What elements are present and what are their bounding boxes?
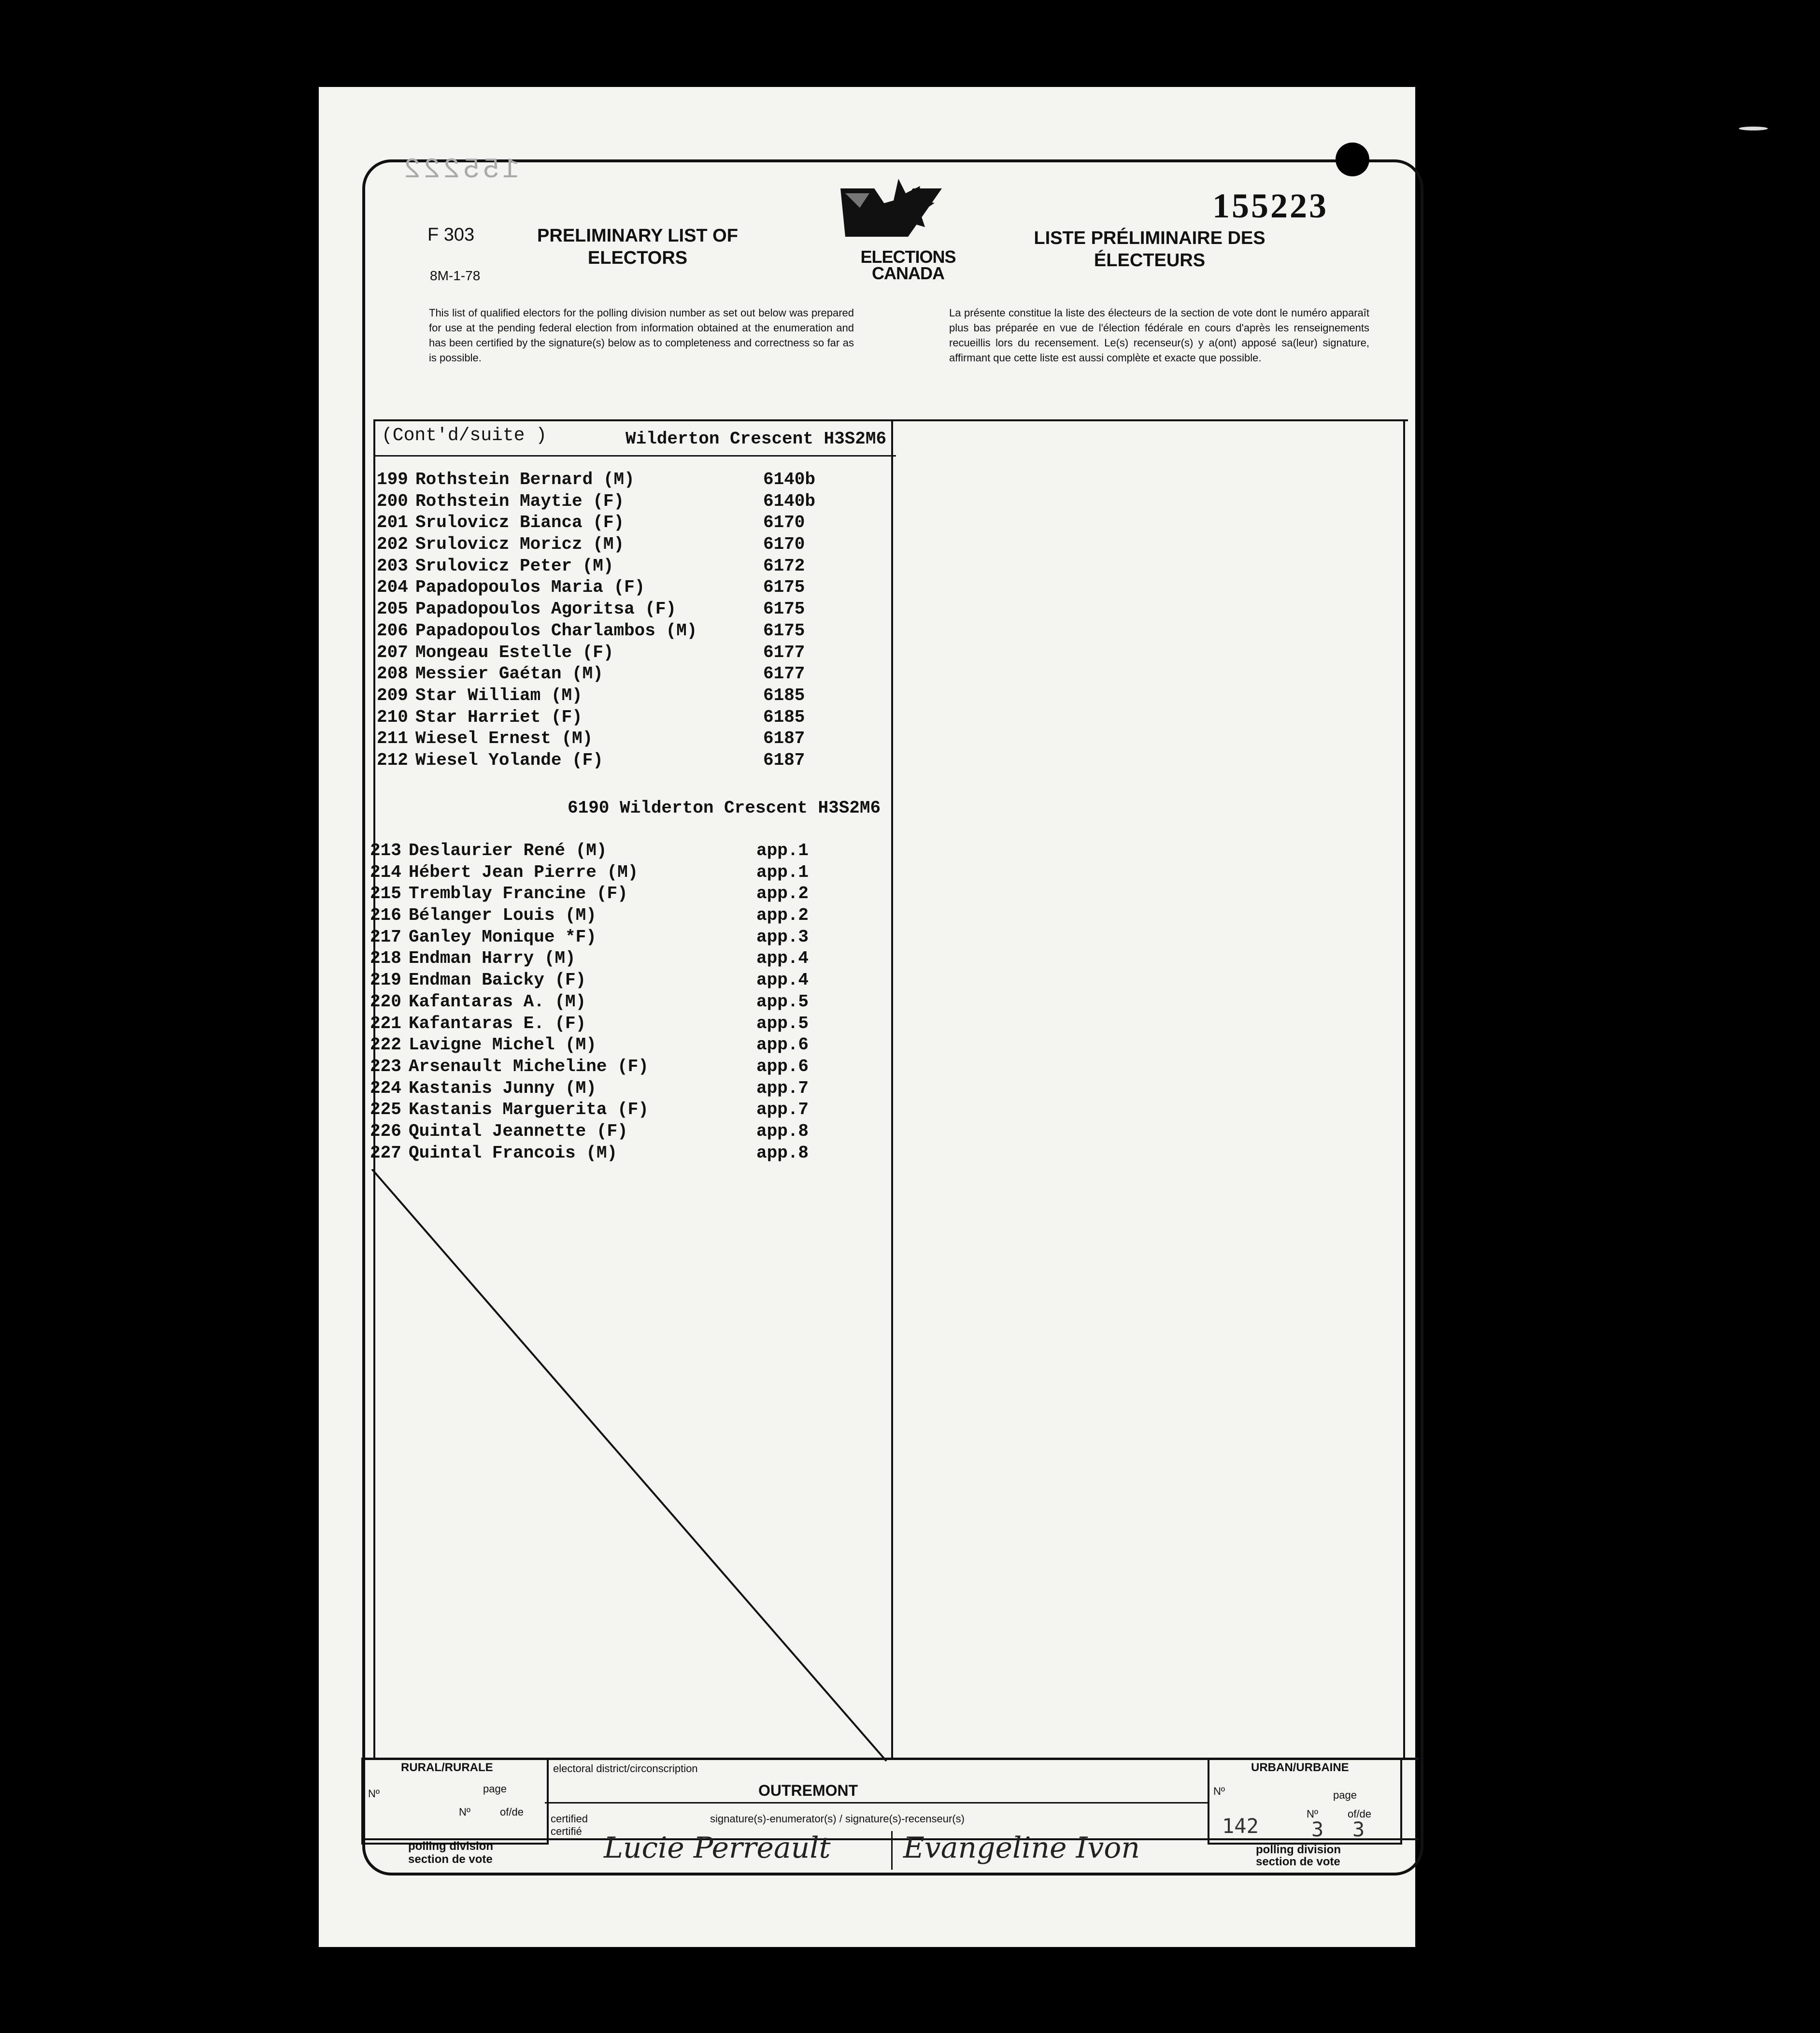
urban-page-number: 3 — [1311, 1818, 1324, 1841]
elector-name: Wiesel Ernest (M) — [415, 729, 593, 749]
elector-address: app.1 — [756, 862, 809, 882]
urban-no-label: Nº — [1213, 1785, 1225, 1797]
urban-no2-label: Nº — [1307, 1808, 1318, 1820]
elector-name: Bélanger Louis (M) — [409, 905, 597, 926]
rural-no-label: Nº — [368, 1788, 380, 1800]
urban-page-of: 3 — [1352, 1818, 1365, 1841]
elector-number: 221 — [370, 1013, 401, 1033]
elector-address: app.2 — [756, 905, 809, 926]
elector-number: 219 — [370, 970, 401, 990]
elector-address: app.2 — [756, 884, 809, 904]
elector-number: 203 — [377, 556, 408, 576]
elector-name: Hébert Jean Pierre (M) — [409, 862, 639, 882]
elector-address: app.8 — [756, 1143, 809, 1163]
enumerator-signature-1: Lucie Perreault — [604, 1831, 831, 1865]
elector-address: 6175 — [763, 577, 805, 598]
rural-polling-label-fr: section de vote — [408, 1853, 493, 1866]
elector-address: 6140b — [763, 491, 816, 511]
right-column-rule — [1403, 419, 1405, 1758]
elector-number: 210 — [377, 707, 408, 727]
elector-address: 6185 — [763, 685, 805, 705]
elector-name: Star William (M) — [415, 685, 583, 705]
urban-page-label: page — [1333, 1789, 1357, 1801]
elector-number: 214 — [370, 862, 401, 882]
elector-number: 224 — [370, 1078, 401, 1098]
elector-address: 6185 — [763, 707, 805, 727]
urban-division-number: 142 — [1222, 1814, 1259, 1838]
elector-name: Quintal Francois (M) — [409, 1143, 618, 1163]
elector-number: 217 — [370, 927, 401, 947]
elector-address: app.7 — [756, 1078, 809, 1098]
elector-name: Papadopoulos Charlambos (M) — [415, 620, 697, 641]
elector-number: 211 — [377, 729, 408, 749]
street-heading: Wilderton Crescent H3S2M6 — [626, 429, 887, 449]
elector-address: 6175 — [763, 599, 805, 619]
elector-number: 226 — [370, 1121, 401, 1141]
elector-number: 222 — [370, 1035, 401, 1055]
elector-address: app.6 — [756, 1035, 809, 1055]
punch-hole — [1336, 143, 1369, 176]
elector-address: 6177 — [763, 642, 805, 662]
elector-number: 208 — [377, 664, 408, 684]
elector-address: app.4 — [756, 970, 809, 990]
urban-label: URBAN/URBAINE — [1251, 1761, 1349, 1774]
elector-name: Mongeau Estelle (F) — [415, 642, 614, 662]
elector-name: Rothstein Bernard (M) — [415, 470, 635, 489]
elector-address: app.8 — [756, 1121, 809, 1141]
elector-address: 6187 — [763, 750, 805, 770]
elector-name: Messier Gaétan (M) — [415, 664, 603, 684]
elector-address: app.3 — [756, 927, 809, 947]
elector-number: 213 — [370, 841, 401, 860]
logo-text: ELECTIONS CANADA — [860, 247, 956, 283]
elector-number: 209 — [377, 685, 408, 705]
rural-page-label: page — [483, 1783, 507, 1795]
mirrored-serial: 155222 — [401, 155, 519, 186]
elector-address: 6187 — [763, 729, 805, 749]
elector-name: Srulovicz Peter (M) — [415, 556, 614, 576]
elector-number: 201 — [377, 513, 408, 533]
elector-name: Kastanis Junny (M) — [409, 1078, 597, 1098]
elector-number: 225 — [370, 1100, 401, 1120]
elector-number: 218 — [370, 948, 401, 969]
enumerator-signature-2: Evangeline Ivon — [903, 1831, 1140, 1865]
building-heading: 6190 Wilderton Crescent H3S2M6 — [568, 798, 881, 818]
elector-number: 227 — [370, 1143, 401, 1163]
elector-name: Endman Harry (M) — [409, 948, 576, 969]
elector-name: Papadopoulos Maria (F) — [415, 577, 645, 598]
certified-label-en: certified — [551, 1813, 588, 1825]
elector-number: 215 — [370, 884, 401, 904]
notice-french: La présente constitue la liste des électeurs de la section de vote dont le numéro apparaît plus bas préparée en vue de l'élection fédérale en cours d'après les renseignements recueillis lors du recensement. Le(s) recenseur(s) y a(ont) apposé sa(leur) signature, affirmant que cette liste est aussi complète et exacte que possible. — [949, 307, 1369, 364]
elector-address: app.7 — [756, 1100, 809, 1120]
elector-name: Tremblay Francine (F) — [409, 884, 628, 904]
elector-address: 6170 — [763, 513, 805, 533]
rural-label: RURAL/RURALE — [401, 1761, 493, 1774]
elector-name: Lavigne Michel (M) — [409, 1035, 597, 1055]
urban-polling-label-en: polling division — [1256, 1843, 1341, 1856]
elector-name: Star Harriet (F) — [415, 707, 583, 727]
elector-number: 205 — [377, 599, 408, 619]
elector-address: app.5 — [756, 1013, 809, 1033]
elector-name: Papadopoulos Agoritsa (F) — [415, 599, 677, 619]
elector-name: Srulovicz Moricz (M) — [415, 534, 625, 555]
district-value: OUTREMONT — [758, 1782, 858, 1799]
elector-address: app.4 — [756, 948, 809, 969]
elector-number: 204 — [377, 577, 408, 598]
form-date: 8M-1-78 — [430, 268, 481, 283]
elector-name: Kastanis Marguerita (F) — [409, 1100, 649, 1120]
elector-name: Srulovicz Bianca (F) — [415, 513, 625, 533]
certified-label-fr: certifié — [551, 1825, 582, 1837]
elector-name: Deslaurier René (M) — [409, 841, 607, 860]
urban-of-label: of/de — [1348, 1808, 1371, 1820]
rural-polling-label-en: polling division — [408, 1840, 493, 1853]
signature-label: signature(s)-enumerator(s) / signature(s)-recenseur(s) — [710, 1813, 965, 1825]
elector-address: 6177 — [763, 664, 805, 684]
elector-number: 199 — [377, 470, 408, 489]
signature-divider — [891, 1831, 893, 1870]
urban-polling-label-fr: section de vote — [1256, 1855, 1340, 1868]
elector-name: Kafantaras A. (M) — [409, 991, 586, 1012]
notice-english: This list of qualified electors for the polling division number as set out below was prepared for use at the pending federal election from information obtained at the enumeration and has been certified by the signature(s) below as to completeness and correctness so far as is possible. — [429, 307, 854, 364]
rural-of-label: of/de — [500, 1806, 524, 1818]
elector-name: Wiesel Yolande (F) — [415, 750, 603, 770]
middle-column-rule — [891, 419, 893, 1758]
elector-name: Arsenault Micheline (F) — [409, 1056, 649, 1076]
elector-number: 220 — [370, 991, 401, 1012]
elector-address: 6140b — [763, 470, 816, 489]
district-label: electoral district/circonscription — [553, 1762, 698, 1775]
elector-address: 6175 — [763, 620, 805, 641]
elector-number: 200 — [377, 491, 408, 511]
form-number: F 303 — [427, 225, 475, 245]
elector-number: 202 — [377, 534, 408, 555]
elector-name: Kafantaras E. (F) — [409, 1013, 586, 1033]
elector-address: app.5 — [756, 991, 809, 1012]
film-speck — [1739, 127, 1768, 130]
cancel-diagonal-line — [367, 1169, 889, 1763]
elector-number: 212 — [377, 750, 408, 770]
street-rule — [374, 455, 896, 457]
elector-name: Quintal Jeannette (F) — [409, 1121, 628, 1141]
serial-number: 155223 — [1212, 186, 1328, 225]
elector-number: 223 — [370, 1056, 401, 1076]
elector-name: Rothstein Maytie (F) — [415, 491, 625, 511]
elector-number: 206 — [377, 620, 408, 641]
district-rule — [545, 1802, 1208, 1804]
elector-address: app.6 — [756, 1056, 809, 1076]
elector-address: 6172 — [763, 556, 805, 576]
title-french: LISTE PRÉLIMINAIRE DES ÉLECTEURS — [1034, 228, 1265, 271]
elector-number: 216 — [370, 905, 401, 926]
elector-number: 207 — [377, 642, 408, 662]
continued-label: (Cont'd/suite ) — [382, 425, 547, 446]
title-english: PRELIMINARY LIST OF ELECTORS — [537, 226, 738, 268]
elector-name: Endman Baicky (F) — [409, 970, 586, 990]
elector-name: Ganley Monique *F) — [409, 927, 597, 947]
elector-address: 6170 — [763, 534, 805, 555]
elector-address: app.1 — [756, 841, 809, 860]
rural-no2-label: Nº — [459, 1806, 470, 1818]
